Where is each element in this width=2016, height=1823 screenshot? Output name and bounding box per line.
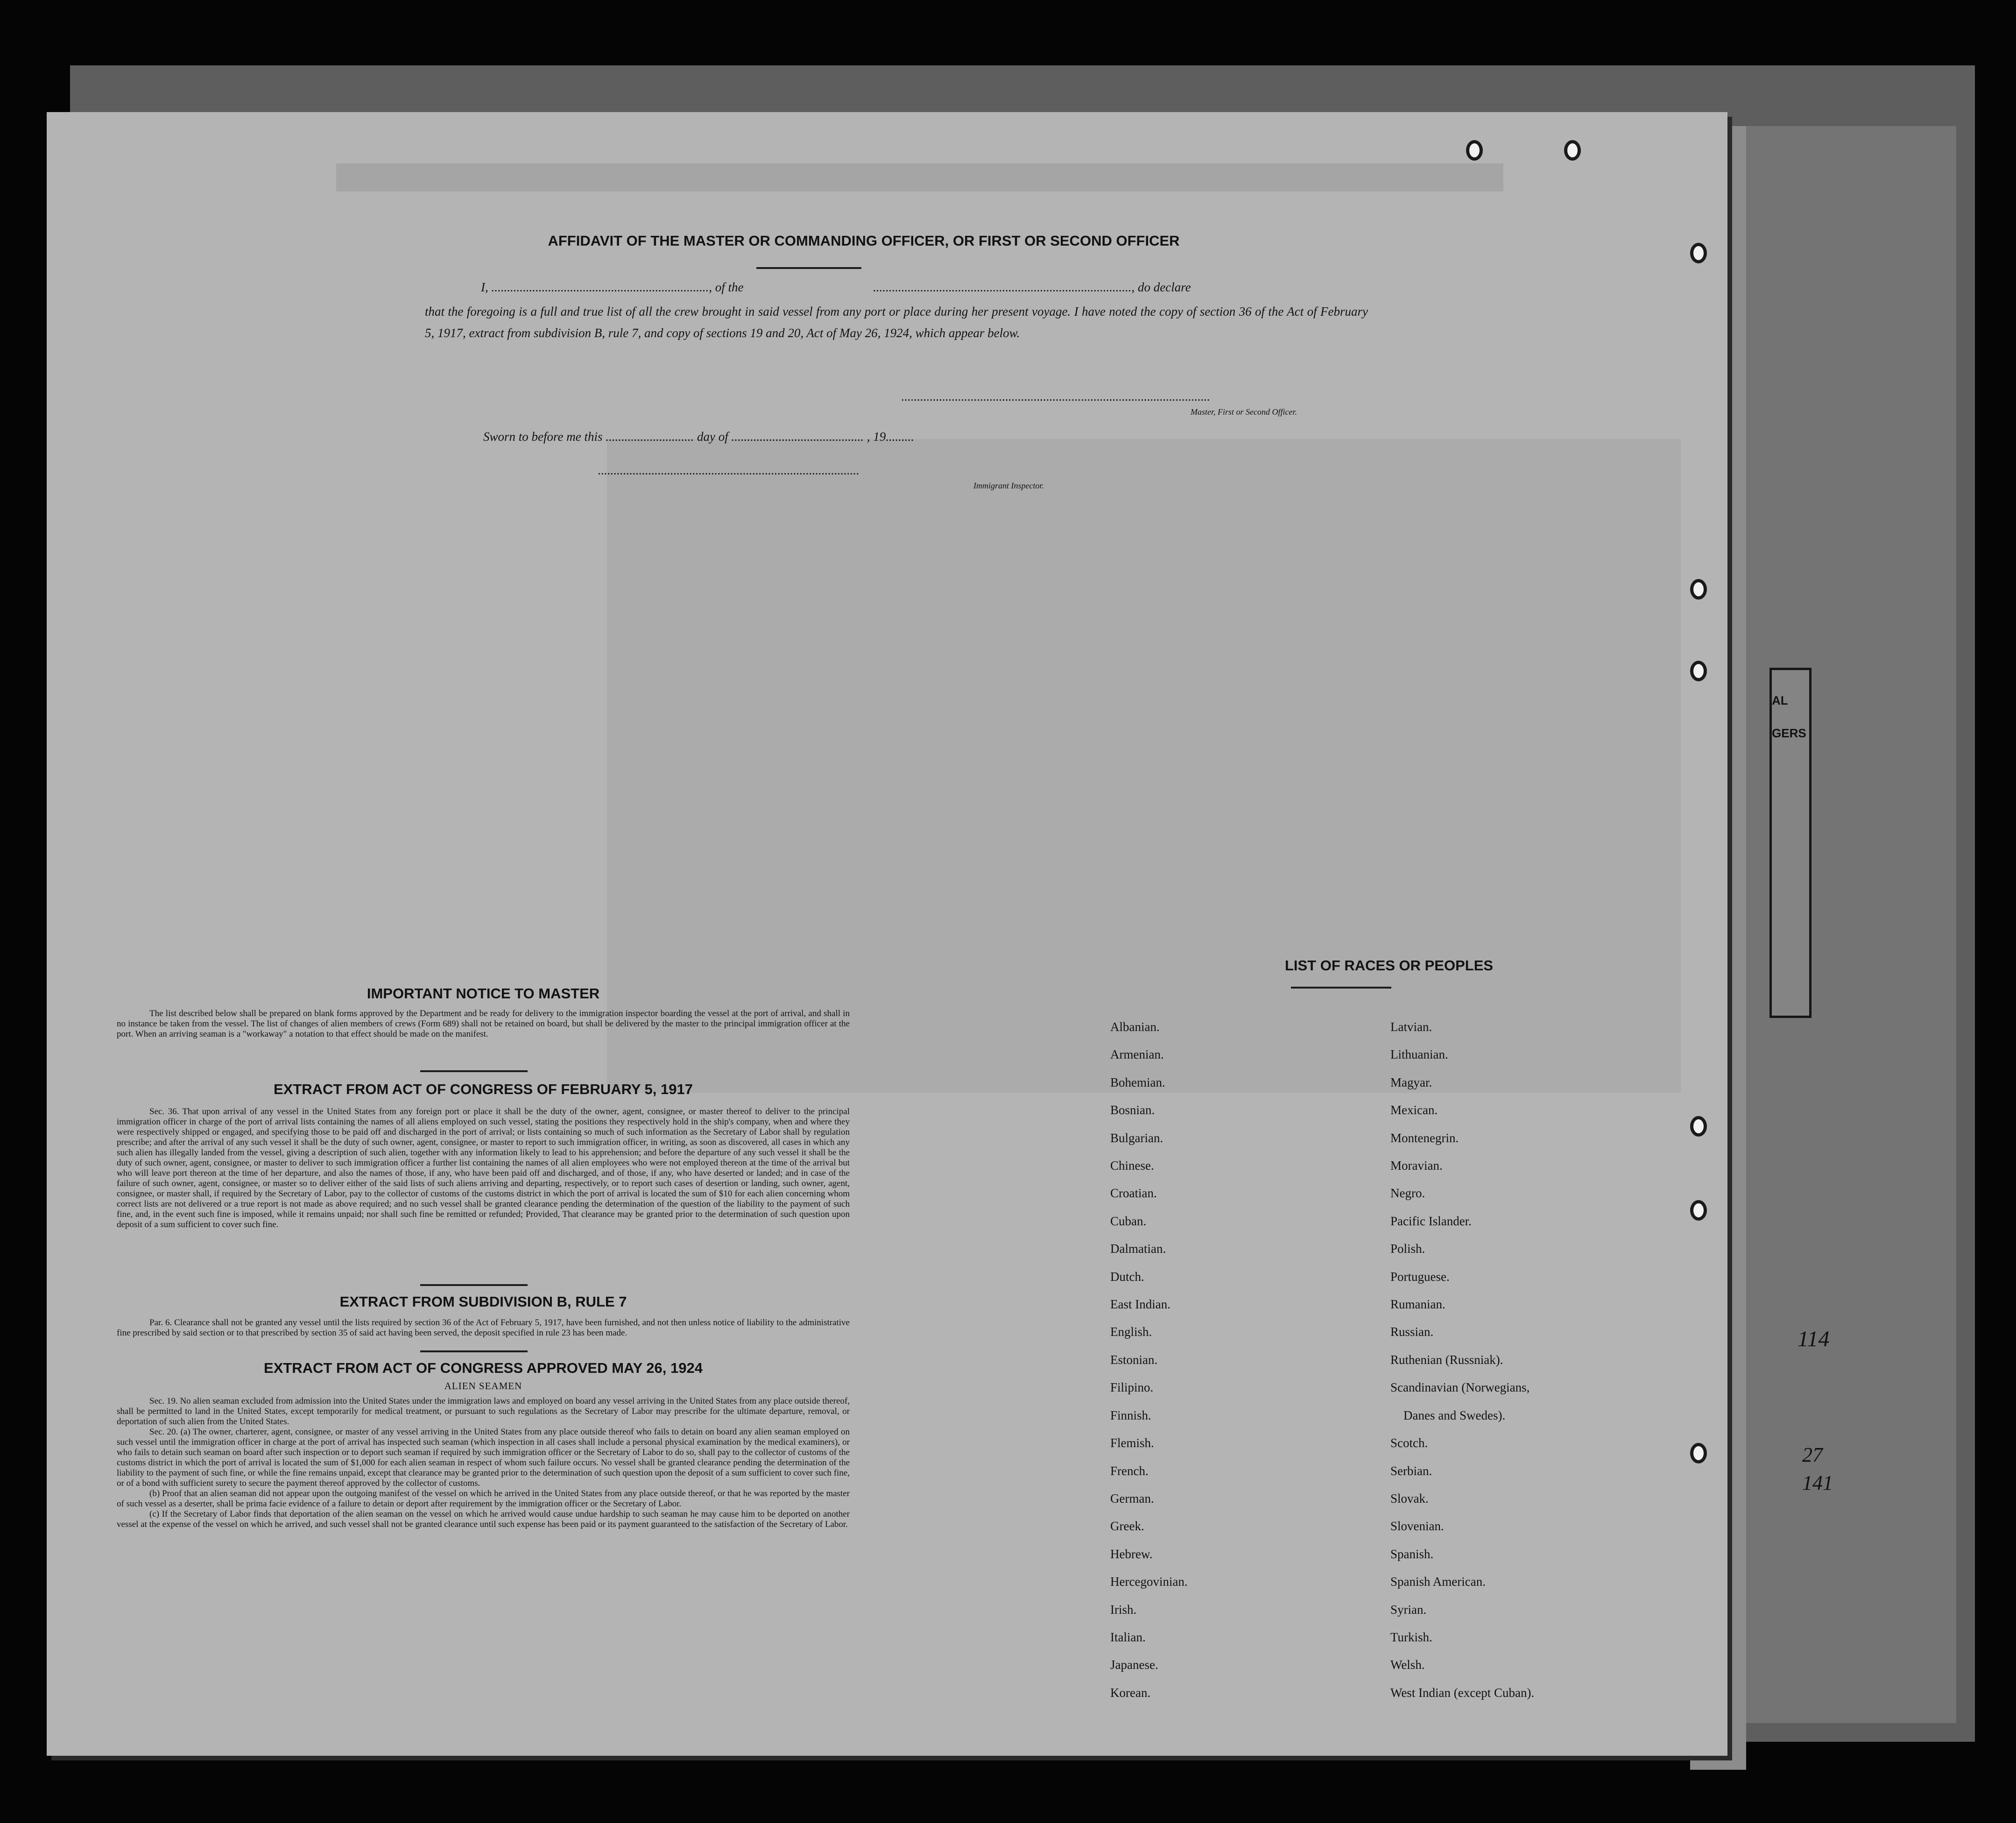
signature-caption: Master, First or Second Officer. — [1191, 407, 1297, 417]
race-item: Lithuanian. — [1390, 1047, 1448, 1062]
race-item: Welsh. — [1390, 1658, 1425, 1672]
bleed-through-header — [336, 163, 1503, 191]
race-item: Bulgarian. — [1110, 1131, 1163, 1145]
punch-hole — [1690, 1443, 1707, 1463]
affidavit-body: that the foregoing is a full and true list of all the crew brought in said vessel from any port or place during her present voyage. I have noted the copy of section 36 of the Act of February 5, 1917, extract from subdivision B, rule 7, and copy of sections 19 and 20, Act of May 26, 1924, which appear below. — [425, 304, 1368, 340]
race-item: Croatian. — [1110, 1186, 1157, 1201]
handwritten-note-1: 114 — [1797, 1327, 1830, 1351]
race-item: German. — [1110, 1491, 1154, 1505]
sec-20c-paragraph: (c) If the Secretary of Labor finds that deportation of the alien seaman on the vessel on which he arrived would cause undue hardship to such seaman he may cause him to be deported on another vessel at the expense of the vessel on which he arrived, and such vessel shall not be granted clearance until such expense has been paid or its payment guaranteed to the satisfaction of the Secretary of Labor. — [117, 1509, 850, 1529]
race-item: East Indian. — [1110, 1297, 1170, 1312]
race-item: Flemish. — [1110, 1436, 1154, 1450]
punch-hole — [1564, 140, 1581, 161]
race-item: Pacific Islander. — [1390, 1214, 1472, 1228]
race-item: Latvian. — [1390, 1020, 1432, 1034]
punch-hole — [1690, 1116, 1707, 1137]
sec-20b-paragraph: (b) Proof that an alien seaman did not appear upon the outgoing manifest of the vessel on which he arrived in the United States from any place outside thereof, or that he was reported by the master of such vessel as a deserter, shall be prima facie evidence of a failure to detain or deport after requirement by the immigration officer or the Secretary of Labor. — [117, 1489, 850, 1509]
race-item: Bohemian. — [1110, 1075, 1165, 1089]
race-item: Filipino. — [1110, 1380, 1154, 1395]
race-item: Slovak. — [1390, 1491, 1429, 1505]
handwritten-note-2: 27 — [1802, 1443, 1823, 1466]
race-item: Scotch. — [1390, 1436, 1428, 1450]
race-item: Bosnian. — [1110, 1103, 1155, 1117]
inspector-caption: Immigrant Inspector. — [973, 481, 1044, 490]
race-item: Cuban. — [1110, 1214, 1147, 1228]
race-item: Syrian. — [1390, 1602, 1427, 1617]
extract-1924-subtitle: ALIEN SEAMEN — [444, 1380, 522, 1392]
race-item: Turkish. — [1390, 1630, 1432, 1644]
race-item: Rumanian. — [1390, 1297, 1445, 1312]
race-item: Albanian. — [1110, 1020, 1160, 1034]
section-rule — [420, 1284, 528, 1286]
race-item: English. — [1110, 1325, 1152, 1339]
race-item: Armenian. — [1110, 1047, 1164, 1062]
section-36-paragraph: Sec. 36. That upon arrival of any vessel in the United States from any foreign port or place it shall be the duty of the owner, agent, consignee, or master thereof to deliver to the principal immigration officer in charge of the port of arrival lists containing the names of all aliens employed on such vessel, stating the positions they respectively hold in the ship's company, when and where they were respectively shipped or engaged, and specifying those to be paid off and discharged in the port of arrival; or lists containing so much of such information as the Secretary of Labor shall by regulation prescribe; and after the arrival of any such vessel it shall be the duty of such owner, agent, consignee, or master to report to such immigration officer, in writing, as soon as discovered, all cases in which any such alien has illegally landed from the vessel, giving a description of such alien, together with any information likely to lead to his apprehension; and before the departure of any such vessel it shall be the duty of such owner, agent, consignee, or master to deliver to such immigration officer a further list containing the names of all alien employees who were not employed thereon at the time of the arrival but who will leave port thereon at the time of her departure, and also the names of those, if any, who have been paid off and discharged, and of those, if any, who have deserted or landed; and in case of the failure of such owner, agent, consignee, or master so to deliver either of the said lists of such aliens arriving and departing, respectively, or to report such cases of desertion or landing, such owner, agent, consignee, or master shall, if required by the Secretary of Labor, pay to the collector of customs of the customs district in which the port of arrival is located the sum of $10 for each alien concerning whom correct lists are not delivered or a true report is not made as above required; and no such vessel shall be granted clearance pending the determination of the question of the liability to the payment of such fine, and, in the event such fine is imposed, while it remains unpaid; nor shall such fine be remitted or refunded; Provided, That clearance may be granted prior to the determination of such question upon deposit of a sum sufficient to cover such fine. — [117, 1107, 850, 1229]
section-rule — [420, 1070, 528, 1072]
race-item: Dutch. — [1110, 1269, 1144, 1284]
races-title: LIST OF RACES OR PEOPLES — [1284, 957, 1494, 974]
race-item: Negro. — [1390, 1186, 1425, 1201]
affidavit-declare-line-end: .................................................................................., do declare — [873, 280, 1191, 294]
race-item: Finnish. — [1110, 1408, 1151, 1422]
race-item: Spanish. — [1390, 1547, 1434, 1561]
section-rule — [420, 1350, 528, 1352]
race-item: Dalmatian. — [1110, 1242, 1166, 1256]
sec-20a-paragraph: Sec. 20. (a) The owner, charterer, agent, consignee, or master of any vessel arriving in the United States from any place outside thereof who fails to detain on board any alien seaman employed on such vessel until the immigration officer in charge at the port of arrival has inspected such seaman (which inspection in all cases shall include a personal physical examination by the medical examiners), or who fails to detain such seaman on board after such inspection or to deport such seaman if required by such immigration officer or the Secretary of Labor to do so, shall pay to the collector of customs of the customs district in which the port of arrival is located the sum of $1,000 for each alien seaman in respect of whom such failure occurs. No vessel shall be granted clearance pending the determination of the liability to the payment of such fine, or while the fine remains unpaid, except that clearance may be granted prior to the determination of such question upon the deposit of a sum sufficient to cover such fine, or of a bond with sufficient surety to secure the payment thereof approved by the collector of customs. — [117, 1427, 850, 1488]
race-item: Polish. — [1390, 1242, 1425, 1256]
race-item: French. — [1110, 1463, 1149, 1478]
race-item: Japanese. — [1110, 1658, 1158, 1672]
race-item: Spanish American. — [1390, 1575, 1486, 1589]
race-item: Montenegrin. — [1390, 1131, 1459, 1145]
extract-1924-text — [117, 1396, 850, 1530]
race-item: Portuguese. — [1390, 1269, 1450, 1284]
races-title-rule — [1291, 987, 1391, 989]
races-right-column — [1390, 1013, 1652, 1707]
race-item: Irish. — [1110, 1602, 1137, 1617]
subdivision-b-title: EXTRACT FROM SUBDIVISION B, RULE 7 — [339, 1293, 627, 1310]
inspector-line: ................................................................................... — [598, 463, 860, 477]
race-item: Danes and Swedes). — [1403, 1408, 1506, 1422]
affidavit-title: AFFIDAVIT OF THE MASTER OR COMMANDING OFFICER, OR FIRST OR SECOND OFFICER — [548, 233, 1180, 249]
race-item: Magyar. — [1390, 1075, 1432, 1089]
race-item: Hercegovinian. — [1110, 1575, 1188, 1589]
back-sheet-mid — [1723, 126, 1956, 1723]
affidavit-declare-line-start: I, ....................................................................., of the — [481, 280, 744, 294]
affidavit-title-rule — [756, 267, 861, 269]
race-item: Moravian. — [1390, 1159, 1443, 1173]
sec-19-paragraph: Sec. 19. No alien seaman excluded from admission into the United States under the immigration laws and employed on board any vessel arriving in the United States from any place outside thereof, shall be permitted to land in the United States, except temporarily for medical treatment, or pursuant to such regulations as the Secretary of Labor may prescribe for the ultimate departure, removal, or deportation of such alien from the United States. — [117, 1396, 850, 1427]
subdivision-b-text — [117, 1318, 850, 1338]
race-item: Korean. — [1110, 1685, 1151, 1700]
punch-hole — [1690, 579, 1707, 600]
sworn-line: Sworn to before me this ............................ day of .......................................... , 19......... — [483, 430, 914, 444]
punch-hole — [1690, 1200, 1707, 1221]
margin-box-label-1: AL — [1772, 693, 1788, 707]
races-left-column — [1110, 1013, 1372, 1707]
race-item: Scandinavian (Norwegians, — [1390, 1380, 1530, 1395]
race-item: Slovenian. — [1390, 1519, 1444, 1533]
race-item: Russian. — [1390, 1325, 1434, 1339]
race-item: Estonian. — [1110, 1352, 1158, 1367]
extract-1917-text — [117, 1107, 850, 1230]
margin-form-box — [1769, 668, 1812, 1018]
notice-title: IMPORTANT NOTICE TO MASTER — [367, 985, 600, 1002]
notice-text — [117, 1009, 850, 1039]
punch-hole — [1690, 661, 1707, 681]
rule-7-paragraph: Par. 6. Clearance shall not be granted any vessel until the lists required by section 36 of the Act of February 5, 1917, have been furnished, and not then unless notice of liability to the administrative fine prescribed by said section or to that prescribed by section 35 of said act having been served, the deposit specified in rule 23 has been made. — [117, 1318, 850, 1338]
race-item: Greek. — [1110, 1519, 1144, 1533]
margin-box-label-2: GERS — [1772, 726, 1806, 740]
notice-paragraph: The list described below shall be prepared on blank forms approved by the Department and be ready for delivery to the immigration inspector boarding the vessel at the port of arrival, and shall in no instance be taken from the vessel. The list of changes of alien members of crews (Form 689) shall not be retained on board, but shall be delivered by the master to the principal immigration officer at the port. When an arriving seaman is a "workaway" a notation to that effect should be made on the manifest. — [117, 1009, 850, 1039]
extract-1917-title: EXTRACT FROM ACT OF CONGRESS OF FEBRUARY 5, 1917 — [274, 1081, 693, 1097]
signature-line: .................................................................................................. — [901, 389, 1210, 403]
race-item: West Indian (except Cuban). — [1390, 1685, 1535, 1700]
race-item: Serbian. — [1390, 1463, 1432, 1478]
race-item: Mexican. — [1390, 1103, 1438, 1117]
handwritten-note-3: 141 — [1802, 1471, 1833, 1494]
manifest-page — [47, 112, 1727, 1756]
race-item: Ruthenian (Russniak). — [1390, 1352, 1503, 1367]
race-item: Chinese. — [1110, 1159, 1154, 1173]
race-item: Italian. — [1110, 1630, 1146, 1644]
race-item: Hebrew. — [1110, 1547, 1153, 1561]
extract-1924-title: EXTRACT FROM ACT OF CONGRESS APPROVED MAY 26, 1924 — [264, 1360, 703, 1376]
punch-hole — [1690, 243, 1707, 263]
punch-hole — [1466, 140, 1483, 161]
